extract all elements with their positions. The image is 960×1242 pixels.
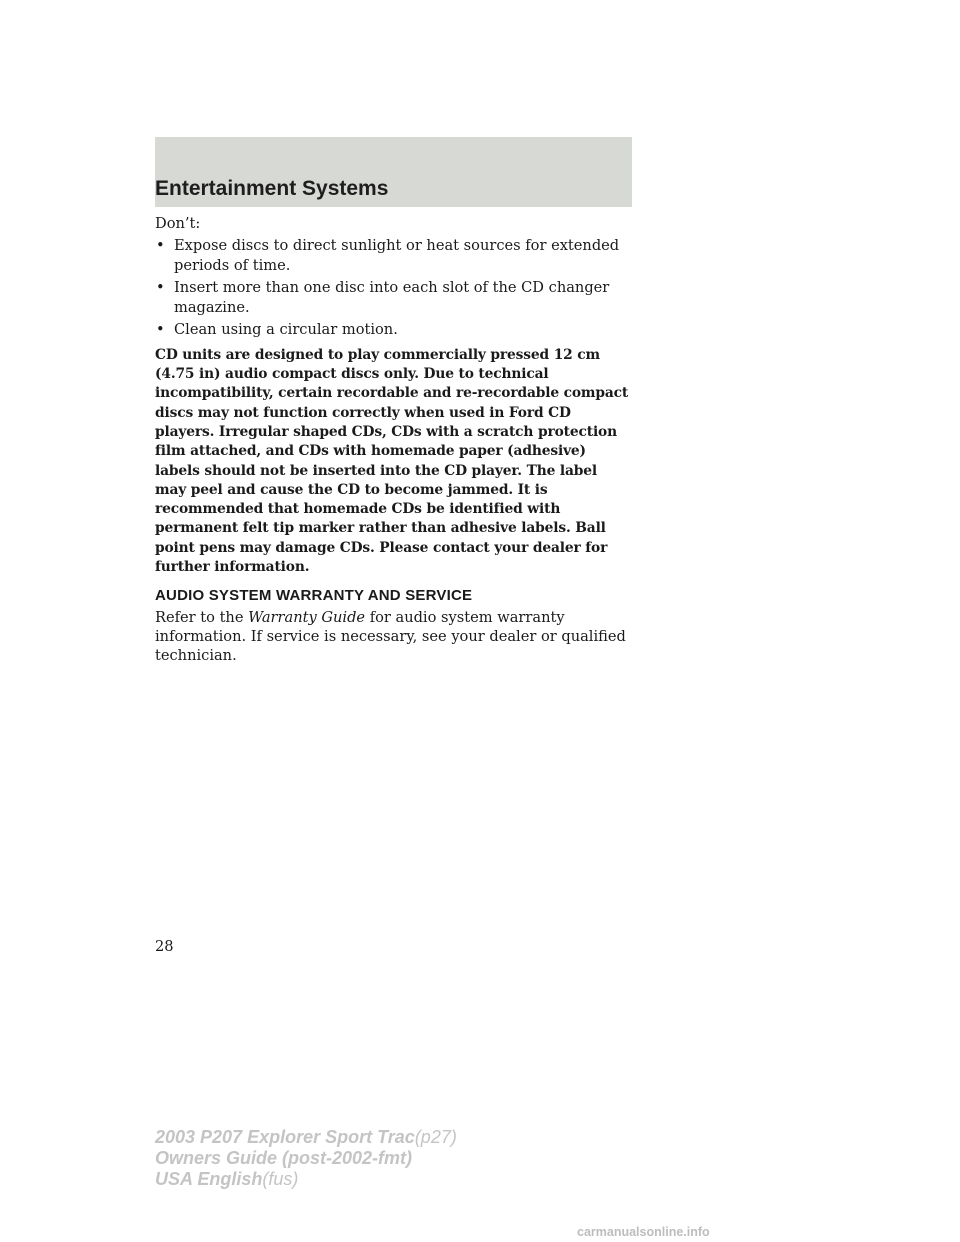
list-item-text: Expose discs to direct sunlight or heat sources for extended periods of time. (174, 237, 620, 274)
footer-vehicle: 2003 P207 Explorer Sport Trac (155, 1127, 415, 1147)
footer-line-language (155, 1169, 457, 1190)
list-item (155, 236, 630, 275)
warranty-paragraph (155, 608, 630, 666)
warranty-guide-title: Warranty Guide (248, 608, 366, 626)
page-number: 28 (155, 938, 174, 955)
dont-label: Don’t: (155, 215, 201, 232)
cd-compatibility-notice: CD units are designed to play commercially pressed 12 cm (4.75 in) audio compact discs only. Due to technical incompatibility, certain recordable and re-recordable compact discs may not function correctly when used in Ford CD players. Irregular shaped CDs, CDs with a scratch protection film attached, and CDs with homemade paper (adhesive) labels should not be inserted into the CD player. The label may peel and cause the CD to become jammed. It is recommended that homemade CDs be identified with permanent felt tip marker rather than adhesive labels. Ball point pens may damage CDs. Please contact your dealer for further information. (155, 346, 629, 576)
bullet-icon: • (156, 321, 165, 339)
footer-line-guide (155, 1148, 457, 1169)
warranty-prefix: Refer to the (155, 608, 244, 626)
bullet-icon: • (156, 237, 165, 255)
list-item-text: Insert more than one disc into each slot of the CD changer magazine. (174, 279, 610, 316)
footer-language-code: (fus) (262, 1169, 299, 1189)
list-item (155, 278, 630, 317)
footer-language: USA English (155, 1169, 263, 1189)
document-footer (155, 1127, 457, 1190)
list-item-text: Clean using a circular motion. (174, 321, 398, 339)
warranty-heading: AUDIO SYSTEM WARRANTY AND SERVICE (155, 587, 473, 605)
warranty-suffix: for audio system warranty information. If service is necessary, see your dealer or qualified technician. (155, 608, 626, 665)
list-item (155, 320, 630, 339)
dont-list (155, 236, 630, 339)
footer-vehicle-code: (p27) (414, 1127, 457, 1147)
footer-guide: Owners Guide (post-2002-fmt) (155, 1148, 413, 1168)
bullet-icon: • (156, 279, 165, 297)
footer-line-vehicle (155, 1127, 457, 1148)
watermark: carmanualsonline.info (577, 1225, 710, 1239)
section-title: Entertainment Systems (155, 177, 389, 200)
page-body (155, 214, 630, 666)
